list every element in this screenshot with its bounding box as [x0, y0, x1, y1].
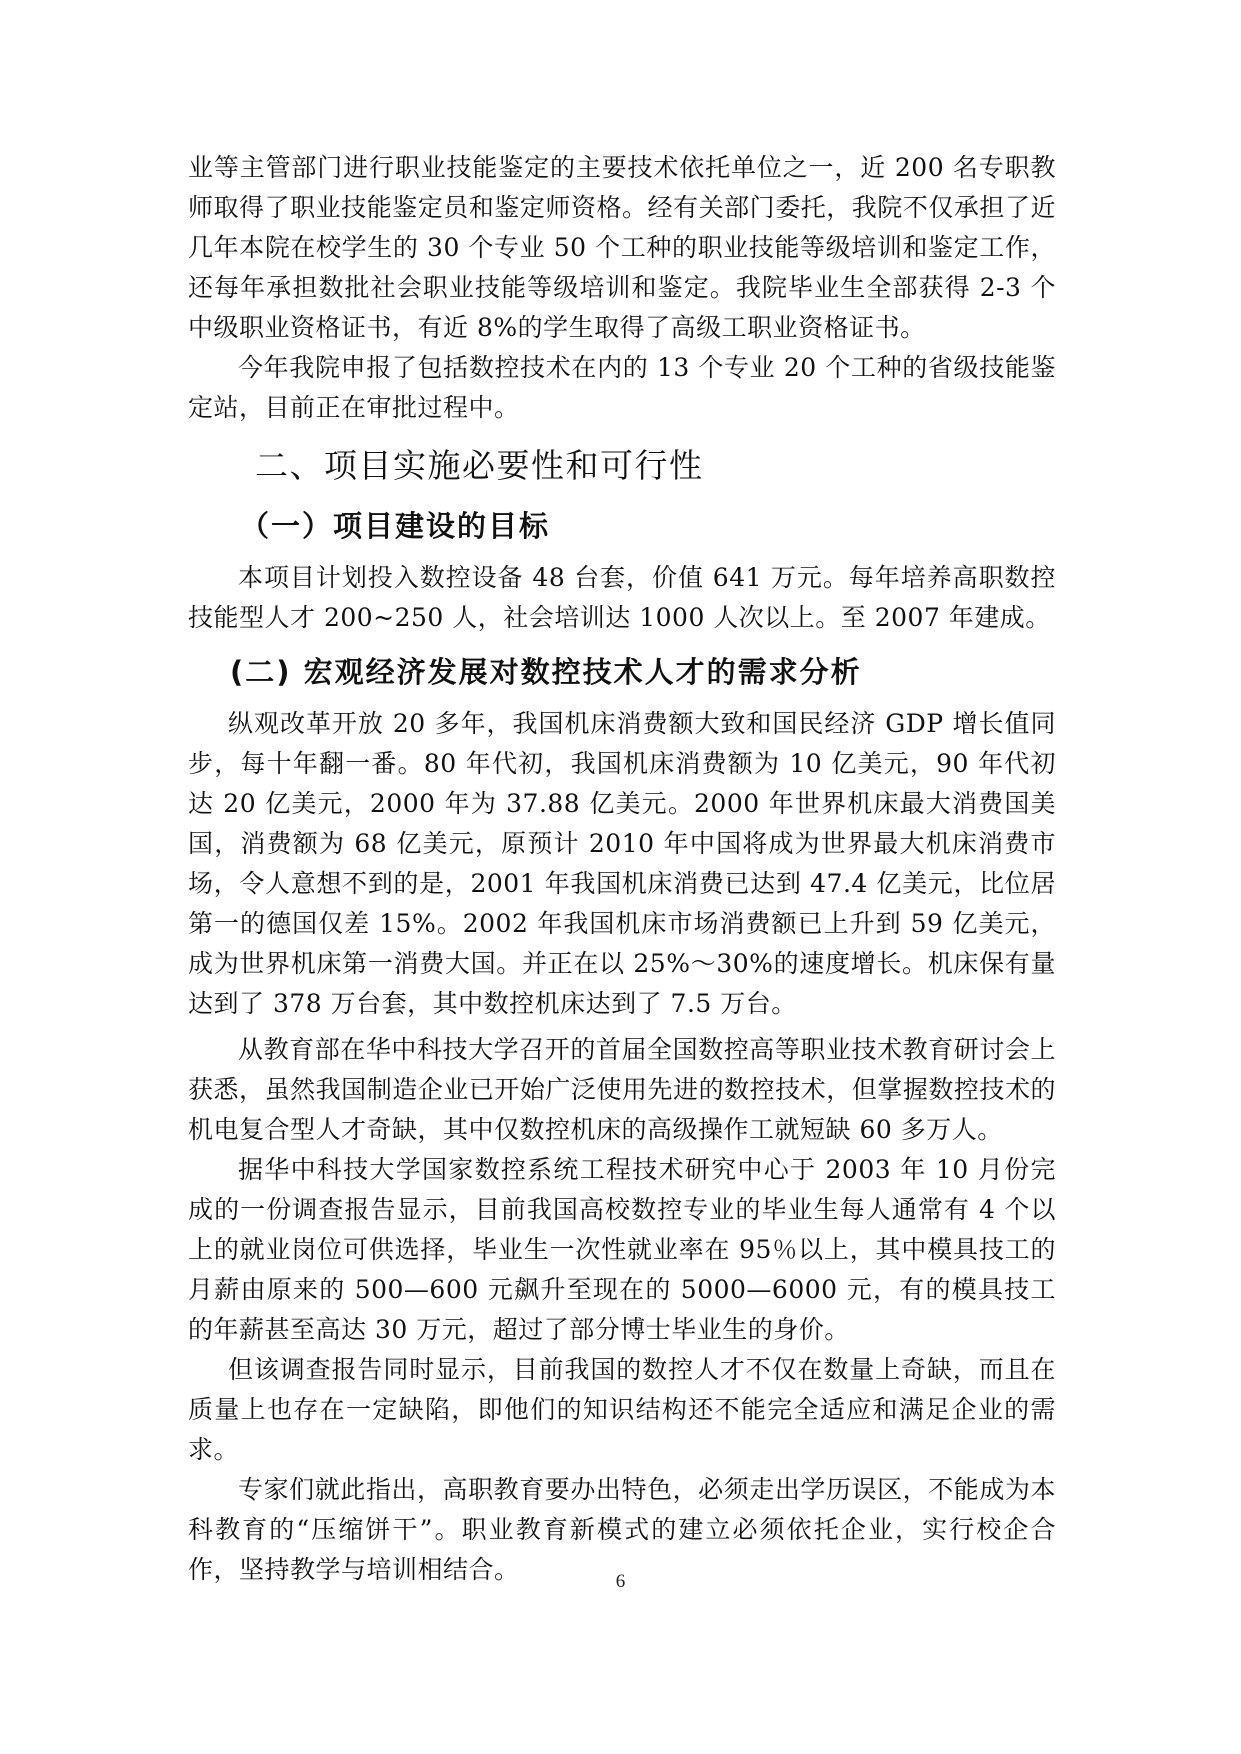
- section-heading: 二、项目实施必要性和可行性: [255, 446, 704, 485]
- demand-paragraph-2: 从教育部在华中科技大学召开的首届全国数控高等职业技术教育研讨会上获悉，虽然我国制造企业已开始广泛使用先进的数控技术，但掌握数控技术的机电复合型人才奇缺，其中仅数控机床的高级操作工就短缺 60 多万人。: [188, 1035, 1056, 1144]
- subsection-heading-goal: （一）项目建设的目标: [240, 509, 551, 543]
- demand-paragraph-4: 但该调查报告同时显示，目前我国的数控人才不仅在数量上奇缺，而且在质量上也存在一定缺陷，即他们的知识结构还不能完全适应和满足企业的需求。: [188, 1355, 1056, 1464]
- goal-paragraph: 本项目计划投入数控设备 48 台套，价值 641 万元。每年培养高职数控技能型人才 200~250 人，社会培训达 1000 人次以上。至 2007 年建成。: [188, 563, 1056, 632]
- intro-paragraph-1: 业等主管部门进行职业技能鉴定的主要技术依托单位之一，近 200 名专职教师取得了职业技能鉴定员和鉴定师资格。经有关部门委托，我院不仅承担了近几年本院在校学生的 30 个专业 50 个工种的职业技能等级培训和鉴定工作，还每年承担数批社会职业技能等级培训和鉴定。我院毕业生全部获得 2-3 个中级职业资格证书，有近 8%的学生取得了高级工职业资格证书。: [188, 153, 1056, 342]
- demand-paragraph-1: 纵观改革开放 20 多年，我国机床消费额大致和国民经济 GDP 增长值同步，每十年翻一番。80 年代初，我国机床消费额为 10 亿美元，90 年代初达 20 亿美元，2000 年为 37.88 亿美元。2000 年世界机床最大消费国美国，消费额为 68 亿美元，原预计 2010 年中国将成为世界最大机床消费市场，令人意想不到的是，2001 年我国机床消费已达到 47.4 亿美元，比位居第一的德国仅差 15%。2002 年我国机床市场消费额已上升到 59 亿美元，成为世界机床第一消费大国。并正在以 25%～30%的速度增长。机床保有量达到了 378 万台套，其中数控机床达到了 7.5 万台。: [188, 709, 1056, 1018]
- intro-paragraph-2: 今年我院申报了包括数控技术在内的 13 个专业 20 个工种的省级技能鉴定站，目前正在审批过程中。: [188, 353, 1056, 422]
- subsection-heading-demand-analysis: (二) 宏观经济发展对数控技术人才的需求分析: [230, 655, 862, 689]
- page-number: 6: [615, 1571, 626, 1592]
- demand-paragraph-3: 据华中科技大学国家数控系统工程技术研究中心于 2003 年 10 月份完成的一份调查报告显示，目前我国高校数控专业的毕业生每人通常有 4 个以上的就业岗位可供选择，毕业生一次性就业率在 95％以上，其中模具技工的月薪由原来的 500—600 元飙升至现在的 5000—6000 元，有的模具技工的年薪甚至高达 30 万元，超过了部分博士毕业生的身价。: [188, 1155, 1056, 1344]
- page-content: [188, 148, 1056, 1590]
- demand-paragraph-5: 专家们就此指出，高职教育要办出特色，必须走出学历误区，不能成为本科教育的“压缩饼干”。职业教育新模式的建立必须依托企业，实行校企合作，坚持教学与培训相结合。: [188, 1475, 1056, 1584]
